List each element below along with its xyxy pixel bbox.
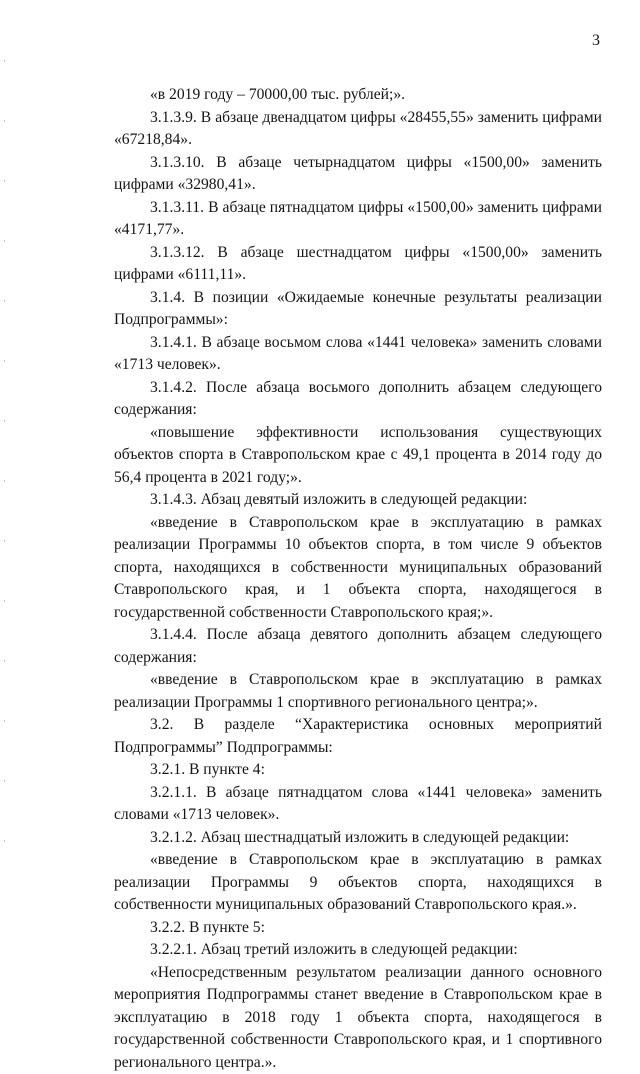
paragraph: «Непосредственным результатом реализации данного основного мероприятия Подпрограммы станет введение в Ставропольском крае в эксплуатацию в 2018 году 1 объекта спорта, находящегося в государственной собственности Ставропольского края, и 1 спортивного регионального центра.».: [114, 962, 602, 1074]
paragraph: «введение в Ставропольском крае в эксплуатацию в рамках реализации Программы 10 объектов спорта, в том числе 9 объектов спорта, находящихся в собственности муниципальных образований Ставропольского края, и 1 объекта спорта, находящегося в государственной собственности Ставропольского края;».: [114, 512, 602, 625]
paragraph: 3.1.3.10. В абзаце четырнадцатом цифры «1500,00» заменить цифрами «32980,41».: [114, 152, 602, 197]
paragraph: «повышение эффективности использования существующих объектов спорта в Ставропольском крае с 49,1 процента в 2014 году до 56,4 процента в 2021 году;».: [114, 422, 602, 490]
paragraph: 3.1.4.4. После абзаца девятого дополнить абзацем следующего содержания:: [114, 624, 602, 669]
page-number: 3: [592, 32, 600, 50]
paragraph: 3.1.4.2. После абзаца восьмого дополнить абзацем следующего содержания:: [114, 377, 602, 422]
paragraph: 3.1.3.12. В абзаце шестнадцатом цифры «1500,00» заменить цифрами «6111,11».: [114, 242, 602, 287]
paragraph: 3.2.1.2. Абзац шестнадцатый изложить в следующей редакции:: [114, 827, 602, 850]
paragraph: 3.1.4. В позиции «Ожидаемые конечные результаты реализации Подпрограммы»:: [114, 287, 602, 332]
paragraph: «введение в Ставропольском крае в эксплуатацию в рамках реализации Программы 1 спортивного регионального центра;».: [114, 669, 602, 714]
paragraph: 3.1.4.3. Абзац девятый изложить в следующей редакции:: [114, 489, 602, 512]
paragraph: 3.2.1. В пункте 4:: [114, 759, 602, 782]
paragraph: «введение в Ставропольском крае в эксплуатацию в рамках реализации Программы 9 объектов спорта, находящихся в собственности муниципальных образований Ставропольского края.».: [114, 849, 602, 917]
paragraph: 3.1.4.1. В абзаце восьмом слова «1441 человека» заменить словами «1713 человек».: [114, 332, 602, 377]
paragraph: 3.2.1.1. В абзаце пятнадцатом слова «1441 человека» заменить словами «1713 человек».: [114, 782, 602, 827]
paragraph: 3.1.3.11. В абзаце пятнадцатом цифры «1500,00» заменить цифрами «4171,77».: [114, 197, 602, 242]
paragraph: «в 2019 году – 70000,00 тыс. рублей;».: [114, 84, 602, 107]
paragraph: 3.2.2. В пункте 5:: [114, 917, 602, 940]
scan-margin-marks: [4, 0, 10, 905]
paragraph: 3.2. В разделе “Характеристика основных мероприятий Подпрограммы” Подпрограммы:: [114, 714, 602, 759]
document-body: [114, 84, 602, 1074]
paragraph: 3.2.2.1. Абзац третий изложить в следующей редакции:: [114, 939, 602, 962]
paragraph: 3.1.3.9. В абзаце двенадцатом цифры «28455,55» заменить цифрами «67218,84».: [114, 107, 602, 152]
